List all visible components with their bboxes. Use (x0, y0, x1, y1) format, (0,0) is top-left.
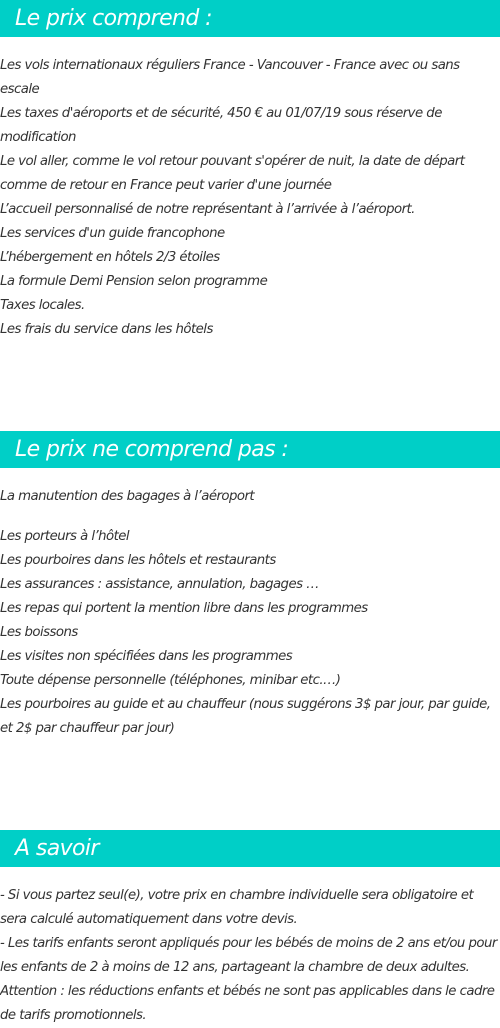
section-title: Le prix ne comprend pas : (15, 437, 289, 462)
section-header-banner (0, 830, 500, 867)
list-item: Le vol aller, comme le vol retour pouvant s'opérer de nuit, la date de départ comme de retour en France peut varier d'une journée (0, 154, 465, 193)
list-item: L’hébergement en hôtels 2/3 étoiles (0, 250, 220, 265)
info-note: Attention : les réductions enfants et bébés ne sont pas applicables dans le cadre de tarifs promotionnels. (0, 984, 495, 1023)
list-item: Les services d'un guide francophone (0, 226, 225, 241)
info-note: - Si vous partez seul(e), votre prix en chambre individuelle sera obligatoire et sera calculé automatiquement dans votre devis. (0, 888, 474, 927)
list-item: L’accueil personnalisé de notre représentant à l’arrivée à l’aéroport. (0, 202, 415, 217)
list-item: La formule Demi Pension selon programme (0, 274, 268, 289)
section-title: Le prix comprend : (15, 6, 212, 31)
list-item: Les porteurs à l’hôtel (0, 529, 130, 544)
list-item: Les assurances : assistance, annulation, bagages … (0, 577, 319, 592)
excluded-items-list (0, 485, 500, 741)
list-item: Toute dépense personnelle (téléphones, minibar etc.…) (0, 673, 341, 688)
list-item: Les taxes d'aéroports et de sécurité, 450 € au 01/07/19 sous réserve de modification (0, 106, 442, 145)
list-item: Les vols internationaux réguliers France - Vancouver - France avec ou sans escale (0, 58, 460, 97)
list-item: Les pourboires dans les hôtels et restaurants (0, 553, 276, 568)
list-item: Taxes locales. (0, 298, 85, 313)
section-title: A savoir (15, 836, 99, 861)
info-note: - Les tarifs enfants seront appliqués pour les bébés de moins de 2 ans et/ou pour les enfants de 2 à moins de 12 ans, partageant la chambre de deux adultes. (0, 936, 497, 975)
section-price-includes (0, 0, 500, 342)
section-price-excludes (0, 431, 500, 741)
list-item: Les visites non spécifiées dans les programmes (0, 649, 293, 664)
section-header-banner (0, 431, 500, 468)
list-item: Les repas qui portent la mention libre dans les programmes (0, 601, 368, 616)
list-item: La manutention des bagages à l’aéroport (0, 489, 255, 504)
list-item: Les pourboires au guide et au chauffeur (nous suggérons 3$ par jour, par guide, et 2$ par chauffeur par jour) (0, 697, 491, 736)
section-good-to-know (0, 830, 500, 1028)
section-header-banner (0, 0, 500, 37)
info-notes-list (0, 884, 500, 1028)
included-items-list (0, 54, 500, 342)
list-item: Les frais du service dans les hôtels (0, 322, 213, 337)
list-item: Les boissons (0, 625, 78, 640)
